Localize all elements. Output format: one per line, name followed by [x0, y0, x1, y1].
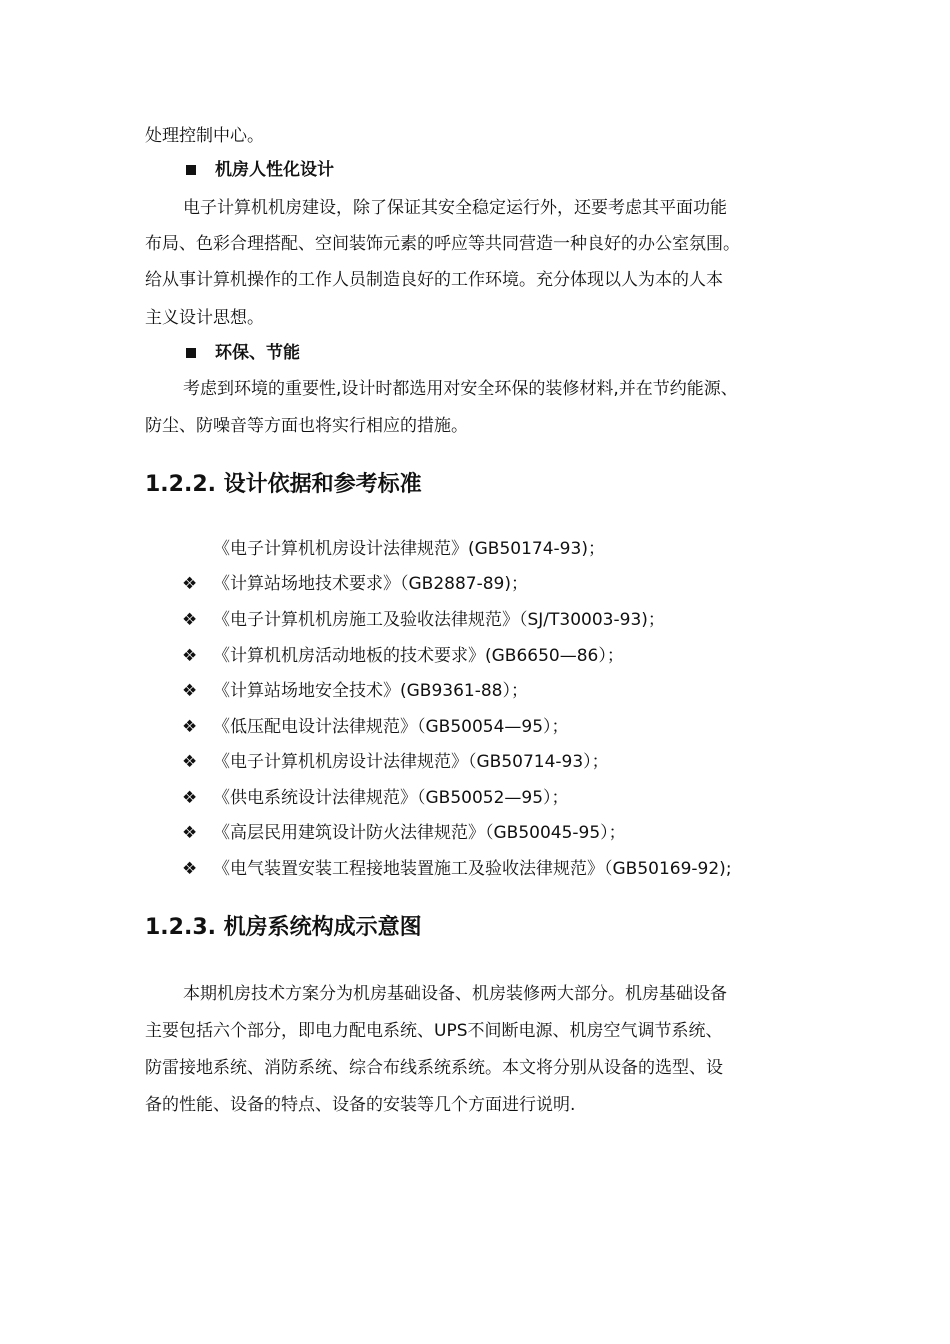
paragraph-line: 备的性能、设备的特点、设备的安装等几个方面进行说明. [145, 1095, 576, 1115]
reference-item: 《电气装置安装工程接地装置施工及验收法律规范》（GB50169-92); [213, 859, 732, 879]
paragraph-line: 主要包括六个部分，即电力配电系统、UPS不间断电源、机房空气调节系统、 [145, 1021, 723, 1041]
diamond-bullet-icon: ❖ [182, 574, 198, 594]
reference-item: 《低压配电设计法律规范》（GB50054—95）； [213, 717, 569, 737]
paragraph-line: 布局、色彩合理搭配、空间装饰元素的呼应等共同营造一种良好的办公室氛围。 [145, 234, 740, 254]
reference-item: 《计算站场地安全技术》(GB9361-88）； [213, 681, 528, 701]
reference-item: 《高层民用建筑设计防火法律规范》（GB50045-95）； [213, 823, 626, 843]
reference-item: 《电子计算机机房设计法律规范》（GB50714-93）； [213, 752, 609, 772]
diamond-bullet-icon: ❖ [182, 859, 198, 879]
diamond-bullet-icon: ❖ [182, 752, 198, 772]
paragraph-line: 考虑到环境的重要性,设计时都选用对安全环保的装修材料,并在节约能源、 [183, 379, 738, 399]
reference-item: 《计算站场地技术要求》（GB2887-89)； [213, 574, 528, 594]
reference-item: 《电子计算机机房施工及验收法律规范》（SJ/T30003-93)； [213, 610, 665, 630]
subsection-title-humanized: 机房人性化设计 [215, 160, 334, 180]
section-heading-1-2-3: 1.2.3. 机房系统构成示意图 [145, 915, 422, 940]
subsection-title-eco: 环保、节能 [215, 343, 300, 363]
paragraph-line: 防尘、防噪音等方面也将实行相应的措施。 [145, 416, 468, 436]
diamond-bullet-icon: ❖ [182, 646, 198, 666]
diamond-bullet-icon: ❖ [182, 717, 198, 737]
diamond-bullet-icon: ❖ [182, 823, 198, 843]
square-bullet-icon [186, 165, 196, 175]
paragraph-line: 电子计算机机房建设，除了保证其安全稳定运行外，还要考虑其平面功能 [183, 198, 727, 218]
diamond-bullet-icon: ❖ [182, 681, 198, 701]
diamond-bullet-icon: ❖ [182, 610, 198, 630]
reference-item: 《计算机机房活动地板的技术要求》(GB6650—86）； [213, 646, 624, 666]
square-bullet-icon [186, 348, 196, 358]
intro-tail-text: 处理控制中心。 [145, 126, 264, 146]
section-heading-1-2-2: 1.2.2. 设计依据和参考标准 [145, 472, 422, 497]
reference-item: 《电子计算机机房设计法律规范》(GB50174-93)； [213, 539, 605, 559]
paragraph-line: 给从事计算机操作的工作人员制造良好的工作环境。充分体现以人为本的人本 [145, 270, 723, 290]
diamond-bullet-icon: ❖ [182, 788, 198, 808]
reference-item: 《供电系统设计法律规范》（GB50052—95）； [213, 788, 569, 808]
paragraph-line: 防雷接地系统、消防系统、综合布线系统系统。本文将分别从设备的选型、设 [145, 1058, 723, 1078]
paragraph-line: 主义设计思想。 [145, 308, 264, 328]
paragraph-line: 本期机房技术方案分为机房基础设备、机房装修两大部分。机房基础设备 [183, 984, 727, 1004]
